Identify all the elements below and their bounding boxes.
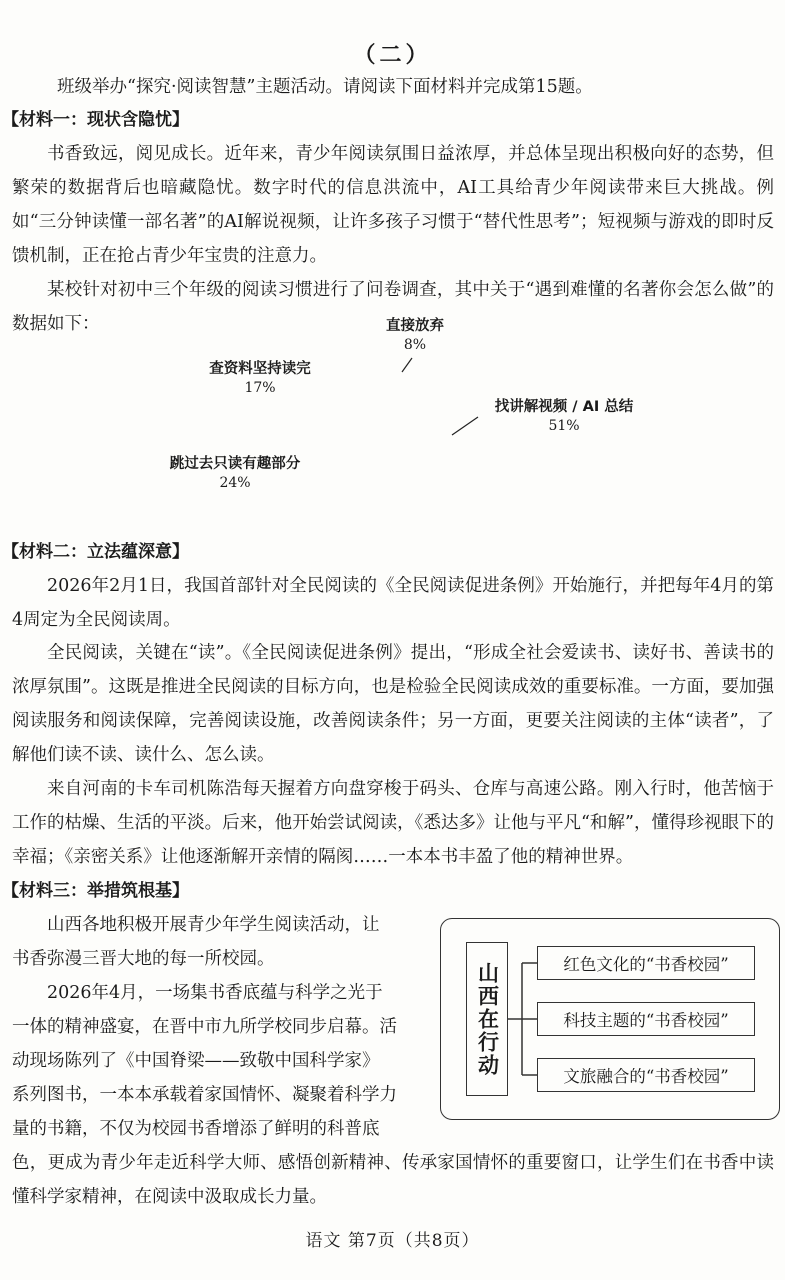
legend-video-ai [474, 398, 654, 436]
material2-paragraph1: 2026年2月1日，我国首部针对全民阅读的《全民阅读促进条例》开始施行，并把每年4月的第4周定为全民阅读周。 [12, 576, 774, 630]
m3-p1-line1: 山西各地积极开展青少年学生阅读活动，让 [47, 915, 380, 935]
diagram-center-box: 山西在行动 [466, 942, 508, 1096]
diagram-item-red-culture: 红色文化的“书香校园” [537, 946, 755, 980]
slice-value-skip-boring: 24% [219, 475, 251, 491]
material2-paragraph2: 全民阅读，关键在“读”。《全民阅读促进条例》提出，“形成全社会爱读书、读好书、善读书的浓厚氛围”。这既是推进全民阅读的目标方向，也是检验全民阅读成效的重要标准。一方面，要加强阅读服务和阅读保障，完善阅读设施，改善阅读条件；另一方面，更要关注阅读的主体“读者”，了解他们读不读、读什么、怎么读。 [12, 643, 774, 765]
m3-p2-line5: 量的书籍，不仅为校园书香增添了鲜明的科普底 [12, 1119, 380, 1139]
material3-paragraph2 [12, 976, 432, 1146]
diagram-item-technology: 科技主题的“书香校园” [537, 1002, 755, 1036]
legend-give-up [375, 317, 455, 355]
m3-p1-line2: 书香弥漫三晋大地的每一所校园。 [12, 949, 275, 969]
material1-paragraph1: 书香致远，阅见成长。近年来，青少年阅读氛围日益浓厚，并总体呈现出积极向好的态势，但繁荣的数据背后也暗藏隐忧。数字时代的信息洪流中，AI工具给青少年阅读带来巨大挑战。例如“三分钟读懂一部名著”的AI解说视频，让许多孩子习惯于“替代性思考”；短视频与游戏的即时反馈机制，正在抢占青少年宝贵的注意力。 [12, 144, 774, 266]
legend-keep-reading [185, 360, 335, 398]
material1-paragraph2: 某校针对初中三个年级的阅读习惯进行了问卷调查，其中关于“遇到难懂的名著你会怎么做”的数据如下： [12, 280, 774, 334]
m3-p2-line4: 系列图书，一本本承载着家国情怀、凝聚着科学力 [12, 1085, 397, 1105]
material3-title: 【材料三：举措筑根基】 [2, 881, 189, 901]
material3-paragraph2-tail: 色，更成为青少年走近科学大师、感悟创新精神、传承家国情怀的重要窗口，让学生们在书香中读懂科学家精神，在阅读中汲取成长力量。 [12, 1153, 774, 1207]
page-footer: 语文 第7页（共8页） [305, 1231, 480, 1251]
slice-value-give-up: 8% [403, 337, 427, 353]
slice-value-video-ai: 51% [548, 418, 580, 434]
legend-skip-boring [150, 455, 320, 493]
intro-paragraph: 班级举办“探究·阅读智慧”主题活动。请阅读下面材料并完成第15题。 [57, 77, 593, 97]
m3-p2-line2: 一体的精神盛宴，在晋中市九所学校同步启幕。活 [12, 1017, 397, 1037]
slice-value-keep-reading: 17% [244, 380, 276, 396]
slice-label-skip-boring: 跳过去只读有趣部分 [169, 456, 301, 472]
diagram-connectors [508, 942, 538, 1096]
material2-title: 【材料二：立法蕴深意】 [2, 542, 189, 562]
material2-paragraph3: 来自河南的卡车司机陈浩每天握着方向盘穿梭于码头、仓库与高速公路。刚入行时，他苦恼于工作的枯燥、生活的平淡。后来，他开始尝试阅读，《悉达多》让他与平凡“和解”，懂得珍视眼下的幸福；《亲密关系》让他逐渐解开亲情的隔阂……一本本书丰盈了他的精神世界。 [12, 779, 774, 867]
leader-give-up [402, 358, 412, 372]
section-title: （二） [353, 42, 432, 68]
material1-title: 【材料一：现状含隐忧】 [2, 110, 189, 130]
material3-paragraph1 [12, 908, 432, 976]
slice-label-give-up: 直接放弃 [386, 318, 444, 334]
slice-label-keep-reading: 查资料坚持读完 [209, 361, 311, 377]
slice-label-video-ai: 找讲解视频 / AI 总结 [494, 399, 634, 415]
diagram-item-culture-tourism: 文旅融合的“书香校园” [537, 1058, 755, 1092]
m3-p2-line1: 2026年4月，一场集书香底蕴与科学之光于 [47, 983, 383, 1003]
m3-p2-line3: 动现场陈列了《中国脊梁——致敬中国科学家》 [12, 1051, 380, 1071]
